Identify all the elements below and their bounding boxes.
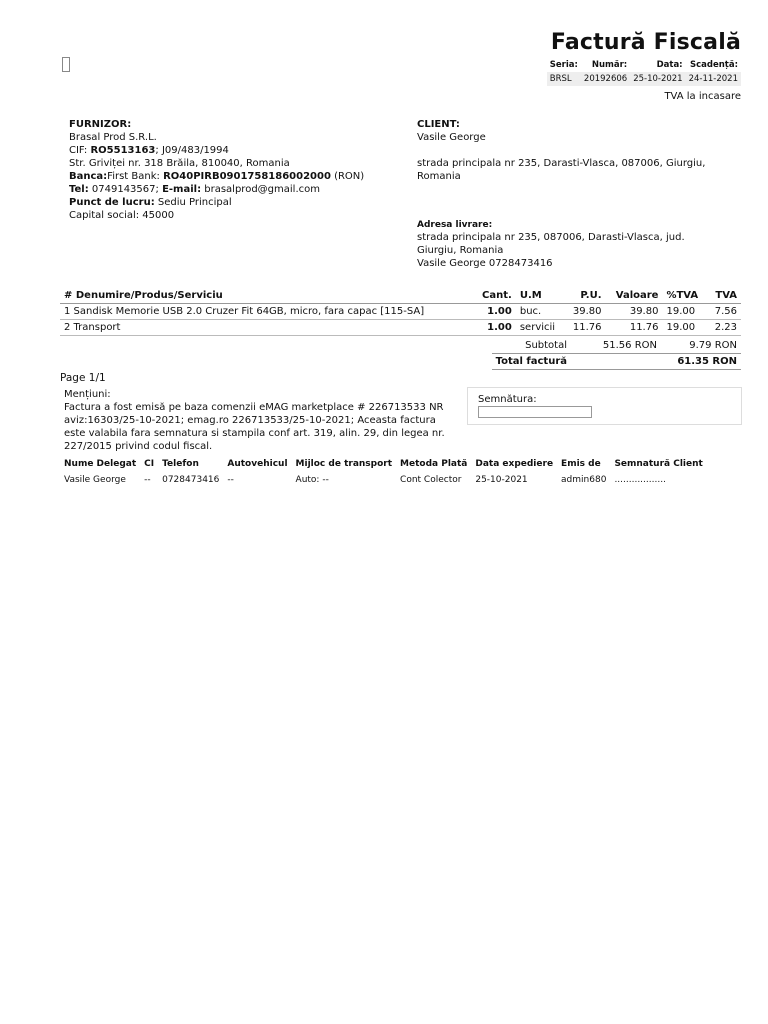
client-heading: CLIENT: [417, 119, 460, 130]
item-qty: 1.00 [473, 304, 515, 320]
work-label: Punct de lucru: [69, 197, 155, 208]
bank-currency: (RON) [330, 171, 365, 182]
supplier-contact-line [69, 183, 399, 196]
total-label: Total factură [492, 354, 571, 370]
date-label: Data: [656, 60, 683, 70]
mentions-label: Mențiuni: [64, 389, 111, 400]
tel-label: Tel: [69, 184, 89, 195]
series-value: BRSL [547, 72, 581, 86]
delegate-client-signature: .................. [614, 475, 666, 485]
email-label: E-mail: [162, 184, 202, 195]
item-value: 39.80 [606, 304, 663, 320]
item-um: servicii [516, 320, 565, 336]
number-label: Număr: [591, 60, 628, 70]
mentions-text: Factura a fost emisă pe baza comenzii eMAG marketplace # 226713533 NR aviz:16303/25-10-2021; emag.ro 226713533/25-10-2021; Aceasta factura este valabila fara semnatura si stampila conf art. 319, alin. 29, din legea nr. 227/2015 privind codul fiscal. [64, 402, 445, 452]
delegate-issued-by: admin680 [561, 475, 607, 485]
delegate-vehicle: -- [227, 475, 234, 485]
delegate-header-payment: Metoda Plată [400, 459, 468, 469]
tva-mode: TVA la incasare [664, 91, 741, 102]
supplier-block [69, 118, 399, 222]
total-value: 61.35 RON [661, 354, 741, 370]
number-value: 20192606 [581, 72, 630, 86]
supplier-bank-line [69, 170, 399, 183]
item-name: 1 Sandisk Memorie USB 2.0 Cruzer Fit 64GB, micro, fara capac [115-SA] [60, 304, 473, 320]
item-price: 39.80 [564, 304, 605, 320]
bank-name: First Bank: [107, 171, 160, 182]
delegate-header-phone: Telefon [162, 459, 199, 469]
delivery-label: Adresa livrare: [417, 220, 493, 230]
broken-image-icon [62, 57, 70, 72]
delivery-address: strada principala nr 235, 087006, Darasti-Vlasca, jud. Giurgiu, Romania [417, 232, 685, 256]
col-qty: Cant. [473, 288, 515, 304]
items-table [60, 288, 741, 336]
item-price: 11.76 [564, 320, 605, 336]
col-vat: TVA [707, 288, 741, 304]
delivery-contact: Vasile George 0728473416 [417, 258, 553, 269]
delegate-table [60, 456, 707, 488]
col-value: Valoare [606, 288, 663, 304]
due-label: Scadență: [690, 60, 738, 70]
iban: RO40PIRB0901758186002000 [163, 171, 331, 182]
table-row [60, 320, 741, 336]
invoice-title: Factură Fiscală [550, 30, 741, 55]
item-value: 11.76 [606, 320, 663, 336]
supplier-heading: FURNIZOR: [69, 119, 132, 130]
email-value: brasalprod@gmail.com [201, 184, 320, 195]
item-vat-pct: 19.00 [662, 320, 707, 336]
delegate-ship-date: 25-10-2021 [475, 475, 528, 485]
supplier-name: Brasal Prod S.R.L. [69, 132, 157, 143]
supplier-cif-line [69, 144, 399, 157]
subtotal-label: Subtotal [525, 340, 567, 351]
item-vat: 7.56 [707, 304, 741, 320]
cif-value: RO5513163 [90, 145, 156, 156]
delegate-name: Vasile George [64, 475, 126, 485]
series-label: Seria: [549, 60, 578, 70]
totals-table [492, 338, 741, 370]
page-number: Page 1/1 [60, 372, 106, 384]
tel-value: 0749143567; [88, 184, 159, 195]
delegate-ci: -- [144, 475, 151, 485]
date-value: 25-10-2021 [630, 72, 685, 86]
reg-number: ; J09/483/1994 [155, 145, 229, 156]
client-block [417, 118, 717, 183]
delegate-phone: 0728473416 [162, 475, 220, 485]
signature-field[interactable] [478, 406, 592, 418]
item-name: 2 Transport [60, 320, 473, 336]
col-name: # Denumire/Produs/Serviciu [60, 288, 473, 304]
table-row [60, 472, 707, 488]
work-value: Sediu Principal [154, 197, 232, 208]
col-vat-pct: %TVA [662, 288, 707, 304]
client-name: Vasile George [417, 132, 486, 143]
item-um: buc. [516, 304, 565, 320]
delegate-header-issued-by: Emis de [561, 459, 601, 469]
subtotal-vat: 9.79 RON [689, 340, 737, 351]
subtotal-value: 51.56 RON [602, 340, 657, 351]
item-vat: 2.23 [707, 320, 741, 336]
delegate-header-transport: Mijloc de transport [295, 459, 393, 469]
supplier-work-line [69, 196, 399, 209]
signature-label: Semnătura: [478, 394, 537, 405]
delegate-header-name: Nume Delegat [64, 459, 137, 469]
bank-label: Banca: [69, 171, 108, 182]
due-value: 24-11-2021 [686, 72, 741, 86]
mentions-block [64, 388, 454, 453]
table-row [60, 304, 741, 320]
delegate-header-ship-date: Data expediere [475, 459, 554, 469]
col-um: U.M [516, 288, 565, 304]
signature-box [467, 387, 742, 425]
supplier-capital: Capital social: 45000 [69, 210, 175, 221]
delegate-header-client-signature: Semnatură Client [614, 459, 703, 469]
item-vat-pct: 19.00 [662, 304, 707, 320]
delegate-header-vehicle: Autovehicul [227, 459, 288, 469]
supplier-address: Str. Griviței nr. 318 Brăila, 810040, Romania [69, 158, 290, 169]
col-price: P.U. [564, 288, 605, 304]
item-qty: 1.00 [473, 320, 515, 336]
cif-label: CIF: [69, 145, 88, 156]
delivery-block [417, 219, 717, 270]
invoice-meta-table [547, 58, 741, 86]
client-address: strada principala nr 235, Darasti-Vlasca, 087006, Giurgiu, Romania [417, 158, 706, 182]
delegate-transport: Auto: -- [295, 475, 329, 485]
delegate-header-ci: CI [144, 459, 155, 469]
delegate-payment: Cont Colector [400, 475, 462, 485]
